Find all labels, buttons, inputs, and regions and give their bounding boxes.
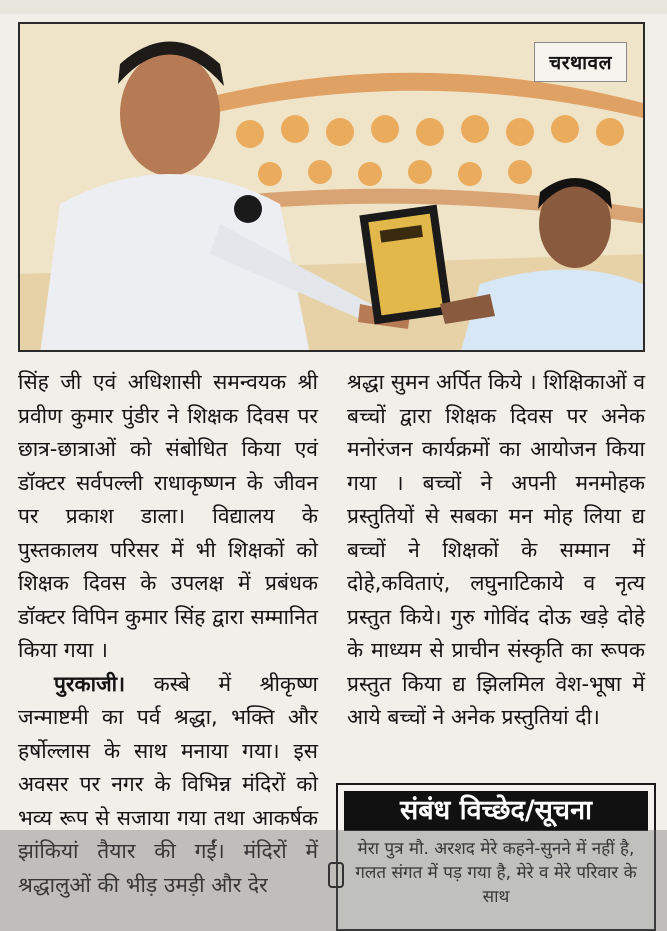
right-column [347, 366, 645, 735]
article-text: कस्बे में श्रीकृष्ण जन्माष्टमी का पर्व श्रद्धा, भक्ति और हर्षोल्लास के साथ मनाया गया। इस अवसर पर नगर के विभिन्न मंदिरों को भव्य रूप से सजाया गया तथा आकर्षक झांकियां तैयार की गईं। मंदिरों में श्रद्धालुओं की भीड़ उमड़ी और देर [18, 671, 318, 897]
article-paragraph [18, 668, 318, 903]
article-paragraph: श्रद्धा सुमन अर्पित किये । शिक्षिकाओं व बच्चों द्वारा शिक्षक दिवस पर अनेक मनोरंजन कार्यक्रमों का आयोजन किया गया । बच्चों ने अपनी मनमोहक प्रस्तुतियों से सबका मन मोह लिया द्य बच्चों ने शिक्षकों के सम्मान में दोहे,कविताएं, लघुनाटिकाये व नृत्य प्रस्तुत किये। गुरु गोविंद दोऊ खड़े दोहे के माध्यम से प्राचीन संस्कृति का रूपक प्रस्तुत किया द्य झिलमिल वेश-भूषा में आये बच्चों ने अनेक प्रस्तुतियां दी। [347, 370, 645, 729]
notice-heading: संबंध विच्छेद/सूचना [344, 791, 648, 831]
left-column [18, 366, 318, 902]
classified-notice [336, 783, 656, 931]
news-photo [18, 22, 645, 352]
overlay-checkbox-icon [328, 862, 344, 888]
dateline: पुरकाजी। [54, 671, 126, 696]
place-tag: चरथावल [534, 42, 627, 82]
previous-article-strip [0, 0, 667, 14]
notice-body: मेरा पुत्र मौ. अरशद मेरे कहने-सुनने में नहीं है, गलत संगत में पड़ गया है, मेरे व मेरे परिवार के साथ [355, 839, 637, 907]
article-paragraph: सिंह जी एवं अधिशासी समन्वयक श्री प्रवीण कुमार पुंडीर ने शिक्षक दिवस पर छात्र-छात्राओं को संबोधित किया एवं डॉक्टर सर्वपल्ली राधाकृष्णन के जीवन पर प्रकाश डाला। विद्यालय के पुस्तकालय परिसर में भी शिक्षकों को शिक्षक दिवस के उपलक्ष में प्रबंधक डॉक्टर विपिन कुमार सिंह द्वारा सम्मानित किया गया । [18, 370, 318, 662]
